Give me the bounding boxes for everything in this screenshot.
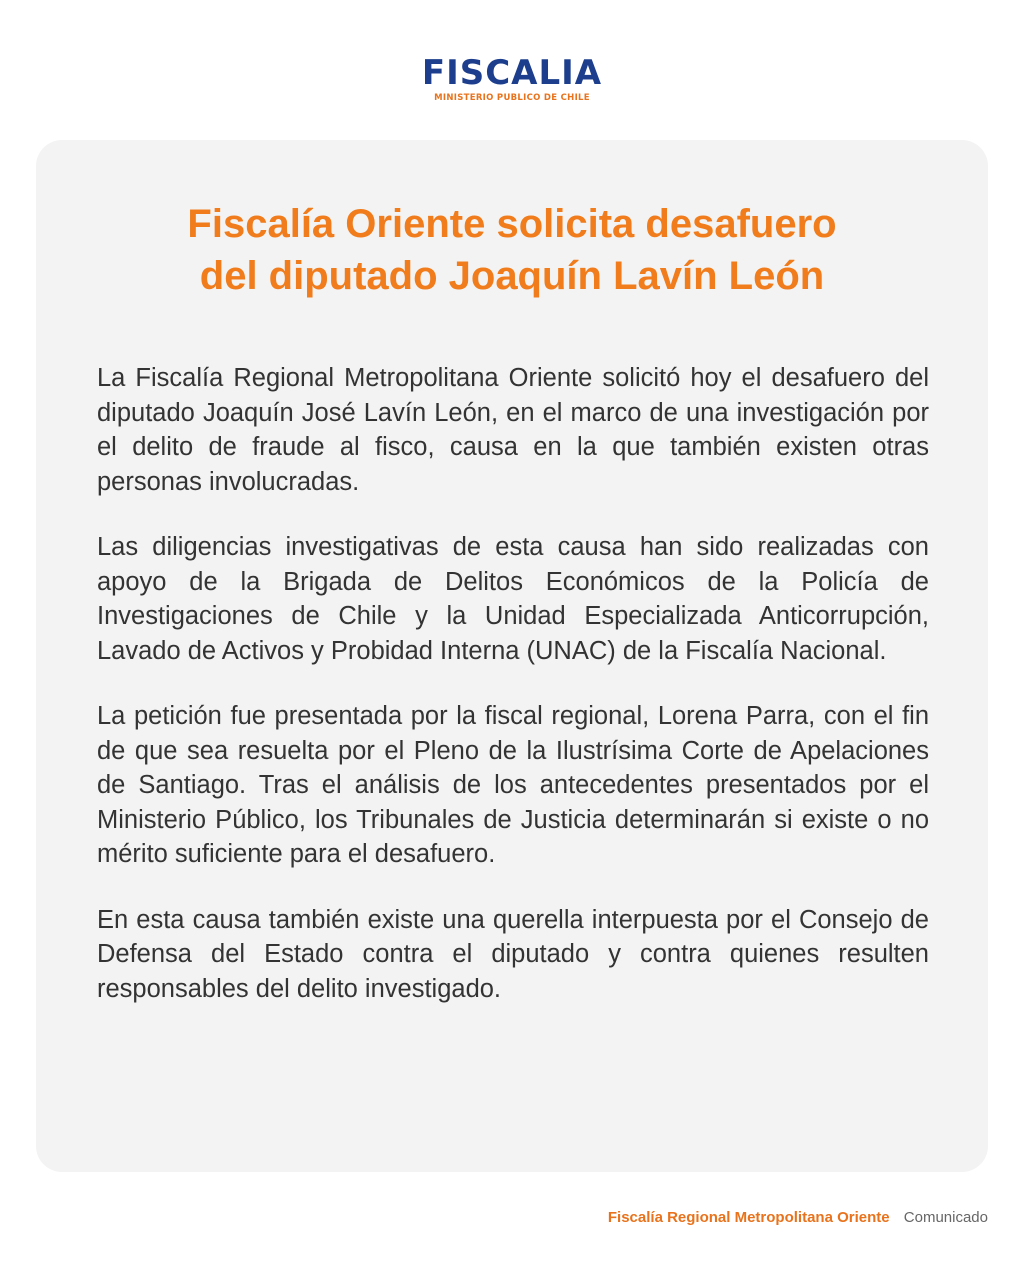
paragraph-1: La Fiscalía Regional Metropolitana Oriente solicitó hoy el desafuero del diputado Joaquín José Lavín León, en el marco de una investigación por el delito de fraude al fisco, causa en la que también existen otras personas involucradas. [97, 364, 929, 496]
fiscalia-logo [0, 53, 1024, 103]
title-line-1: Fiscalía Oriente solicita desafuero [187, 202, 837, 246]
paragraph-4: En esta causa también existe una querella interpuesta por el Consejo de Defensa del Estado contra el diputado y contra quienes resulten responsables del delito investigado. [97, 905, 929, 1003]
footer [608, 1208, 988, 1228]
logo-subtitle: MINISTERIO PUBLICO DE CHILE [434, 93, 590, 103]
footer-document-type: Comunicado [903, 1209, 988, 1226]
logo-wordmark: FISCALIA [421, 53, 603, 93]
press-release-body [97, 361, 929, 1037]
page-title [0, 198, 1024, 302]
title-line-2: del diputado Joaquín Lavín León [199, 254, 825, 298]
paragraph-3: La petición fue presentada por la fiscal regional, Lorena Parra, con el fin de que sea resuelta por el Pleno de la Ilustrísima Corte de Apelaciones de Santiago. Tras el análisis de los antecedentes presentados por el Ministerio Público, los Tribunales de Justicia determinarán si existe o no mérito suficiente para el desafuero. [97, 702, 929, 868]
paragraph-2: Las diligencias investigativas de esta causa han sido realizadas con apoyo de la Brigada de Delitos Económicos de la Policía de Investigaciones de Chile y la Unidad Especializada Anticorrupción, Lavado de Activos y Probidad Interna (UNAC) de la Fiscalía Nacional. [97, 533, 929, 665]
footer-organization: Fiscalía Regional Metropolitana Oriente [607, 1209, 890, 1226]
